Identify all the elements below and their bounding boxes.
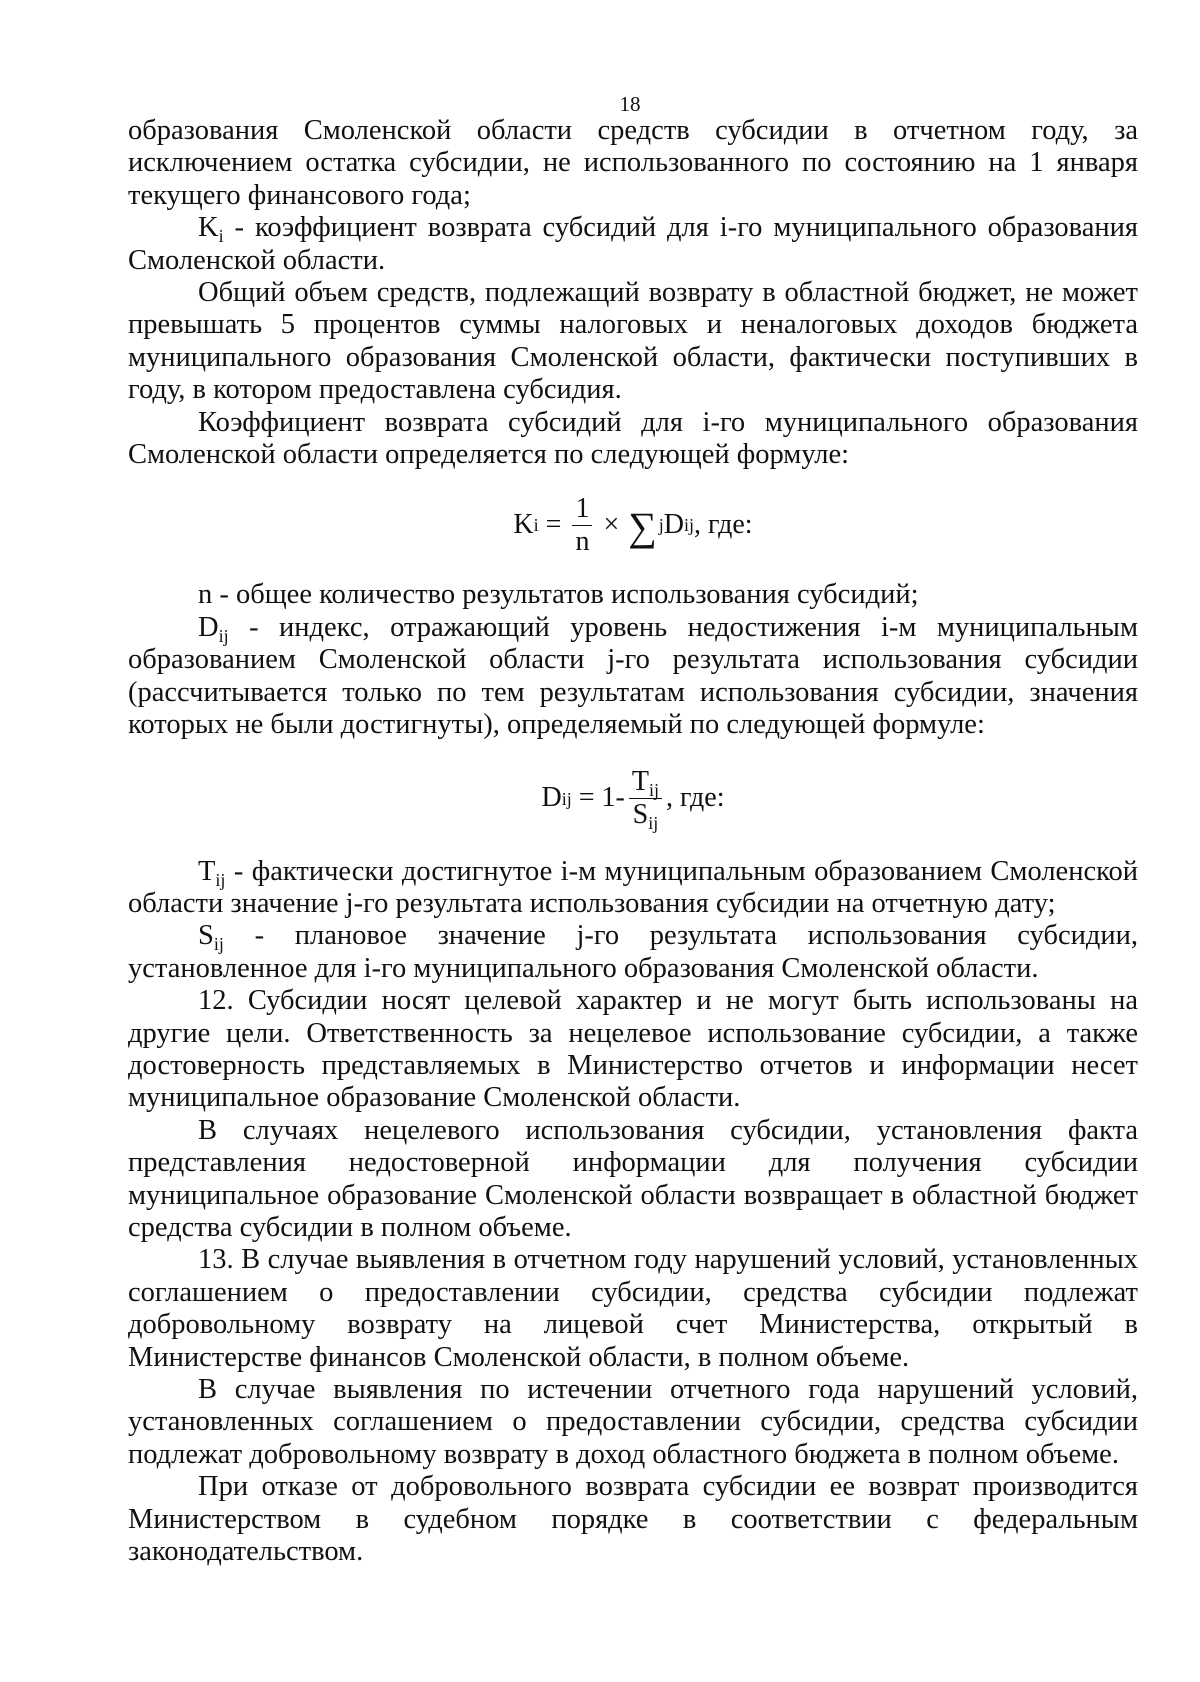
- paragraph-total-volume: Общий объем средств, подлежащий возврату в областной бюджет, не может превышать 5 процентов суммы налоговых и неналоговых доходов бюджета муниципального образования Смоленской области, фактически поступивших в году, в котором предоставлена субсидия.: [128, 277, 1138, 406]
- formula-dij-lhs: D: [541, 782, 562, 814]
- formula-dij-numerator: [629, 768, 662, 799]
- formula-dij-expression: D ij = 1- $\frac{T_{ij}}{S_{ij}}$ , где:: [541, 766, 725, 833]
- formula-dij-denominator-symbol: S: [632, 799, 649, 830]
- ki-subscript: i: [218, 226, 224, 247]
- tij-symbol: T: [198, 855, 216, 887]
- paragraph-continuation: образования Смоленской области средств субсидии в отчетном году, за исключением остатка субсидии, не использованного по состоянию на 1 января текущего финансового года;: [128, 115, 1138, 211]
- formula-ki-term: D: [663, 509, 685, 541]
- formula-ki-fraction: [572, 492, 592, 557]
- formula-dij-numerator-subscript: ij: [648, 780, 659, 800]
- formula-ki-equals: =: [538, 509, 569, 541]
- formula-ki: [128, 471, 1138, 579]
- formula-dij-tail: , где:: [665, 782, 725, 814]
- paragraph-item-13: 13. В случае выявления в отчетном году нарушений условий, установленных соглашением о предоставлении субсидии, средства субсидии подлежат добровольному возврату на лицевой счет Министерства, открытый в Министерстве финансов Смоленской области, в полном объеме.: [128, 1244, 1138, 1373]
- paragraph-dij-definition: [128, 612, 1138, 742]
- paragraph-after-year-violations: В случае выявления по истечении отчетного года нарушений условий, установленных соглашением о предоставлении субсидии, средства субсидии подлежат добровольному возврату в доход областного бюджета в полном объеме.: [128, 1374, 1138, 1470]
- formula-ki-tail: , где:: [694, 509, 753, 541]
- formula-ki-times: ×: [596, 509, 627, 541]
- page-number: 18: [619, 92, 641, 116]
- dij-symbol: D: [198, 611, 219, 643]
- paragraph-ki-definition: [128, 212, 1138, 277]
- paragraph-sij-definition: [128, 920, 1138, 985]
- formula-dij-denominator: [630, 799, 662, 833]
- ki-symbol: K: [198, 212, 219, 244]
- formula-dij-numerator-symbol: T: [631, 766, 649, 797]
- sij-symbol: S: [198, 920, 214, 952]
- paragraph-item-12: 12. Субсидии носят целевой характер и не могут быть использованы на другие цели. Ответственность за нецелевое использование субсидии, а также достоверность представляемых в Министерство отчетов и информации несет муниципальное образование Смоленской области.: [128, 985, 1138, 1114]
- dij-definition-text: - индекс, отражающий уровень недостижения i-м муниципальным образованием Смоленской области j-го результата использования субсидии (рассчитывается только по тем результатам использования субсидии, значения которых не были достигнуты), определяемый по следующей формуле:: [128, 611, 1138, 741]
- paragraph-misuse-cases: В случаях нецелевого использования субсидии, установления факта представления недостоверной информации для получения субсидии муниципальное образование Смоленской области возвращает в областной бюджет средства субсидии в полном объеме.: [128, 1114, 1138, 1243]
- sij-subscript: ij: [213, 934, 224, 955]
- document-body: [128, 115, 1138, 1568]
- paragraph-refusal-return: При отказе от добровольного возврата субсидии ее возврат производится Министерством в судебном порядке в соответствии с федеральным законодательством.: [128, 1471, 1138, 1568]
- formula-ki-sum-sign: ∑: [628, 504, 657, 550]
- formula-ki-numerator: 1: [572, 495, 592, 526]
- paragraph-tij-definition: [128, 856, 1138, 921]
- formula-dij-fraction: [629, 766, 662, 833]
- formula-ki-expression: K i = $\frac{1}{n}$ × ∑ j D ij , где:: [513, 492, 753, 557]
- tij-definition-text: - фактически достигнутое i-м муниципальным образованием Смоленской области значение j-го результата использования субсидии на отчетную дату;: [128, 855, 1138, 919]
- formula-dij: [128, 742, 1138, 856]
- ki-definition-text: - коэффициент возврата субсидий для i-го муниципального образования Смоленской области.: [128, 212, 1138, 276]
- tij-subscript: ij: [215, 869, 226, 890]
- formula-dij-equals: = 1-: [571, 782, 625, 814]
- formula-dij-denominator-subscript: ij: [648, 813, 659, 833]
- formula-ki-lhs: K: [513, 509, 534, 541]
- dij-subscript: ij: [218, 625, 229, 646]
- formula-ki-denominator: n: [575, 525, 590, 557]
- paragraph-n-definition: n - общее количество результатов использования субсидий;: [198, 579, 919, 611]
- sij-definition-text: - плановое значение j-го результата использования субсидии, установленное для i-го муниципального образования Смоленской области.: [128, 920, 1138, 984]
- paragraph-coefficient-intro: Коэффициент возврата субсидий для i-го муниципального образования Смоленской области определяется по следующей формуле:: [128, 406, 1138, 471]
